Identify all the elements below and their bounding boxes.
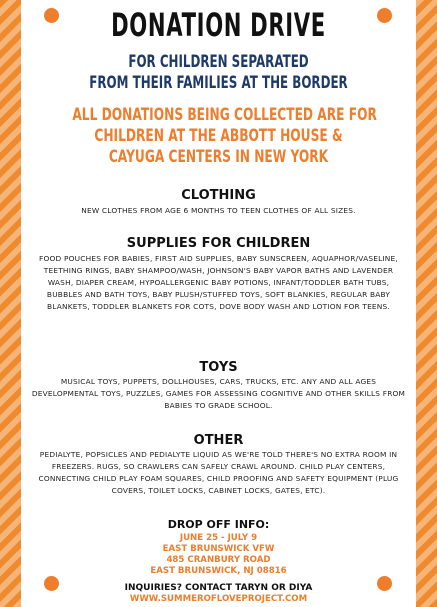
dropoff-heading: DROP OFF INFO: — [167, 518, 270, 531]
section-body-supplies: FOOD POUCHES FOR BABIES, FIRST AID SUPPLIES, BABY SUNSCREEN, AQUAPHOR/VASELINE, TEETHING RINGS, BABY SHAMPOO/WASH, JOHNSON'S BABY VAPOR BATHS AND LAVENDER WASH, DIAPER CREAM, HYPOALLERGENIC BABY POTIONS, INFANT/TODDLER BATH TUBS, BUBBLES AND BATH TOYS, BABY PLUSH/STUFFED TOYS, SOFT BLANKIES, REGULAR BABY BLANKETS, TODDLER BLANKETS FOR COTS, DOVE BODY WASH AND LOTION FOR TEENS. — [39, 254, 398, 311]
dropoff-street: 485 CRANBURY ROAD — [166, 555, 271, 565]
subtitle-line: FROM THEIR FAMILIES AT THE BORDER — [89, 73, 348, 92]
website-link[interactable]: WWW.SUMMEROFLOVEPROJECT.COM — [129, 594, 308, 604]
inquiries-text: INQUIRIES? CONTACT TARYN OR DIYA — [124, 583, 313, 593]
section-heading-toys: TOYS — [199, 360, 238, 375]
corner-dot — [44, 8, 59, 23]
collected-line: CAYUGA CENTERS IN NEW YORK — [108, 147, 329, 166]
poster — [21, 0, 416, 607]
subtitle-line: FOR CHILDREN SEPARATED — [128, 52, 309, 71]
section-heading-clothing: CLOTHING — [181, 188, 256, 203]
collected-line: CHILDREN AT THE ABBOTT HOUSE & — [94, 126, 343, 145]
dropoff-date: JUNE 25 - JULY 9 — [179, 533, 258, 543]
section-body-clothing: NEW CLOTHES FROM AGE 6 MONTHS TO TEEN CLOTHES OF ALL SIZES. — [81, 206, 356, 215]
dropoff-venue: EAST BRUNSWICK VFW — [162, 544, 275, 554]
section-body-other: PEDIALYTE, POPSICLES AND PEDIALYTE LIQUID AS WE'RE TOLD THERE'S NO EXTRA ROOM IN FREEZERS. RUGS, SO CRAWLERS CAN SAFELY CRAWL AROUND. CHILD PLAY CENTERS, CONNECTING CHILD PLAY FOAM SQUARES, CHILD PROOFING AND SAFETY EQUIPMENT (PLUG COVERS, TOILET LOCKS, CABINET LOCKS, GATES, ETC). — [38, 450, 399, 495]
corner-dot — [377, 8, 392, 23]
section-heading-supplies: SUPPLIES FOR CHILDREN — [126, 236, 311, 251]
section-heading-other: OTHER — [193, 433, 244, 448]
dropoff-city: EAST BRUNSWICK, NJ 08816 — [150, 566, 287, 576]
poster-title: DONATION DRIVE — [111, 6, 326, 44]
section-body-toys: MUSICAL TOYS, PUPPETS, DOLLHOUSES, CARS, TRUCKS, ETC. ANY AND ALL AGES DEVELOPMENTAL TOYS, PUZZLES, GAMES FOR ASSESSING COGNITIVE AND OTHER SKILLS FROM BABIES TO GRADE SCHOOL. — [31, 377, 406, 410]
collected-line: ALL DONATIONS BEING COLLECTED ARE FOR — [72, 105, 377, 124]
